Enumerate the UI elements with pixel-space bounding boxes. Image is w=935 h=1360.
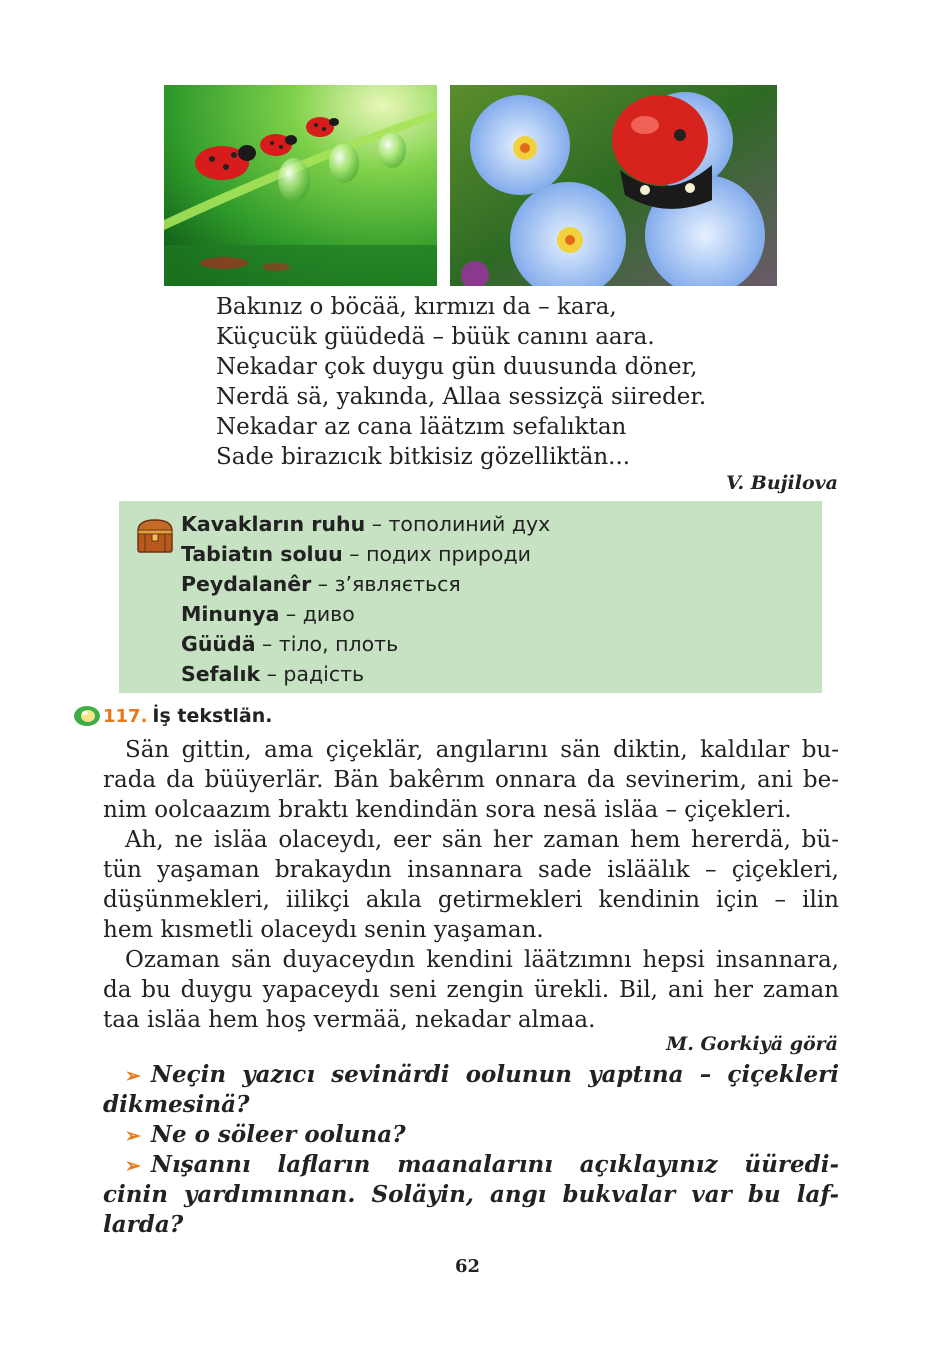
- prose-paragraph: [103, 735, 839, 825]
- question-line: larda?: [103, 1211, 184, 1238]
- arrow-bullet-icon: ➢: [125, 1125, 141, 1147]
- prose-line: nim oolcaazım braktı kendindän sora nesä isläa – çiçekleri.: [103, 797, 792, 823]
- prose-line: rada da büüyerlär. Bän bakêrım onnara da sevinerim, ani be-: [103, 767, 839, 793]
- glossary-term: Kavakların ruhu: [181, 512, 366, 536]
- glossary-entry: [181, 599, 550, 629]
- prose-line: düşünmekleri, iilikçi akıla getirmekleri kendinin için – ilin: [103, 887, 839, 913]
- prose-line: Ah, ne isläa olaceydı, eer sän her zaman hem hererdä, bü-: [125, 827, 839, 853]
- poem-line: Nerdä sä, yakında, Allaa sessizçä siireder.: [216, 384, 707, 410]
- question-item: [103, 1120, 839, 1150]
- glossary-list: [181, 509, 550, 689]
- poem-line: Nekadar çok duygu gün duusunda döner,: [216, 354, 698, 380]
- question-line: ➢ Neçin yazıcı sevinärdi oolunun yaptına – çiçekleri: [125, 1061, 839, 1088]
- page-number: 62: [454, 1256, 481, 1277]
- ladybugs-on-grass-image: [164, 85, 437, 286]
- glossary-translation: – тіло, плоть: [255, 632, 399, 656]
- poem-line: Bakınız o böcää, kırmızı da – kara,: [216, 294, 617, 320]
- glossary-translation: – радість: [260, 662, 365, 686]
- poem: [216, 292, 836, 472]
- glossary-term: Tabiatın soluu: [181, 542, 343, 566]
- poem-line: Nekadar az cana läätzım sefalıktan: [216, 414, 627, 440]
- glossary-term: Peydalanêr: [181, 572, 312, 596]
- question-item: [103, 1150, 839, 1240]
- prose-paragraph: [103, 825, 839, 945]
- glossary-translation: – з’являється: [311, 572, 461, 596]
- glossary-term: Sefalık: [181, 662, 261, 686]
- question-line: ➢ Ne o söleer ooluna?: [125, 1121, 406, 1148]
- arrow-bullet-icon: ➢: [125, 1155, 141, 1177]
- glossary-entry: [181, 539, 550, 569]
- prose-author: M. Gorkiyä görä: [666, 1033, 838, 1055]
- question-line: cinin yardımınnan. Soläyin, angı bukvalar var bu laf-: [103, 1181, 839, 1208]
- arrow-bullet-icon: ➢: [125, 1065, 141, 1087]
- glossary-entry: [181, 659, 550, 689]
- question-item: [103, 1060, 839, 1120]
- glossary-entry: [181, 509, 550, 539]
- poem-line: Sade birazıcık bitkisiz gözelliktän...: [216, 444, 631, 470]
- task-bullet-icon: [73, 705, 101, 727]
- glossary-term: Minunya: [181, 602, 280, 626]
- treasure-chest-icon: [135, 517, 175, 555]
- prose-line: hem kısmetli olaceydı senin yaşaman.: [103, 917, 544, 943]
- glossary-entry: [181, 629, 550, 659]
- glossary-box: [119, 501, 822, 693]
- ladybugs-illustration: [164, 85, 437, 286]
- glossary-entry: [181, 569, 550, 599]
- task-title: İş tekstlän.: [152, 705, 273, 727]
- task-heading: [73, 703, 273, 729]
- question-line: ➢ Nışannı lafların maanalarını açıklayınız üüredi-: [125, 1151, 839, 1178]
- glossary-translation: – диво: [279, 602, 355, 626]
- glossary-translation: – подих природи: [342, 542, 531, 566]
- poem-line: Küçucük güüdedä – büük canını aara.: [216, 324, 655, 350]
- glossary-translation: – тополиний дух: [365, 512, 551, 536]
- prose-line: tün yaşaman brakaydın insannara sade isläälık – çiçekleri,: [103, 857, 839, 883]
- poem-author: V. Bujilova: [726, 472, 838, 494]
- prose-line: Ozaman sän duyaceydın kendini läätzımnı hepsi insannara,: [125, 947, 839, 973]
- ladybug-flower-illustration: [450, 85, 777, 286]
- prose-line: Sän gittin, ama çiçeklär, angılarını sän diktin, kaldılar bu-: [125, 737, 839, 763]
- task-number: 117.: [103, 705, 148, 727]
- ladybug-on-flower-image: [450, 85, 777, 286]
- question-line: dikmesinä?: [103, 1091, 250, 1118]
- prose-line: taa isläa hem hoş vermää, nekadar almaa.: [103, 1007, 596, 1033]
- prose-line: da bu duygu yapaceydı seni zengin ürekli. Bil, ani her zaman: [103, 977, 839, 1003]
- glossary-term: Güüdä: [181, 632, 256, 656]
- prose-paragraph: [103, 945, 839, 1035]
